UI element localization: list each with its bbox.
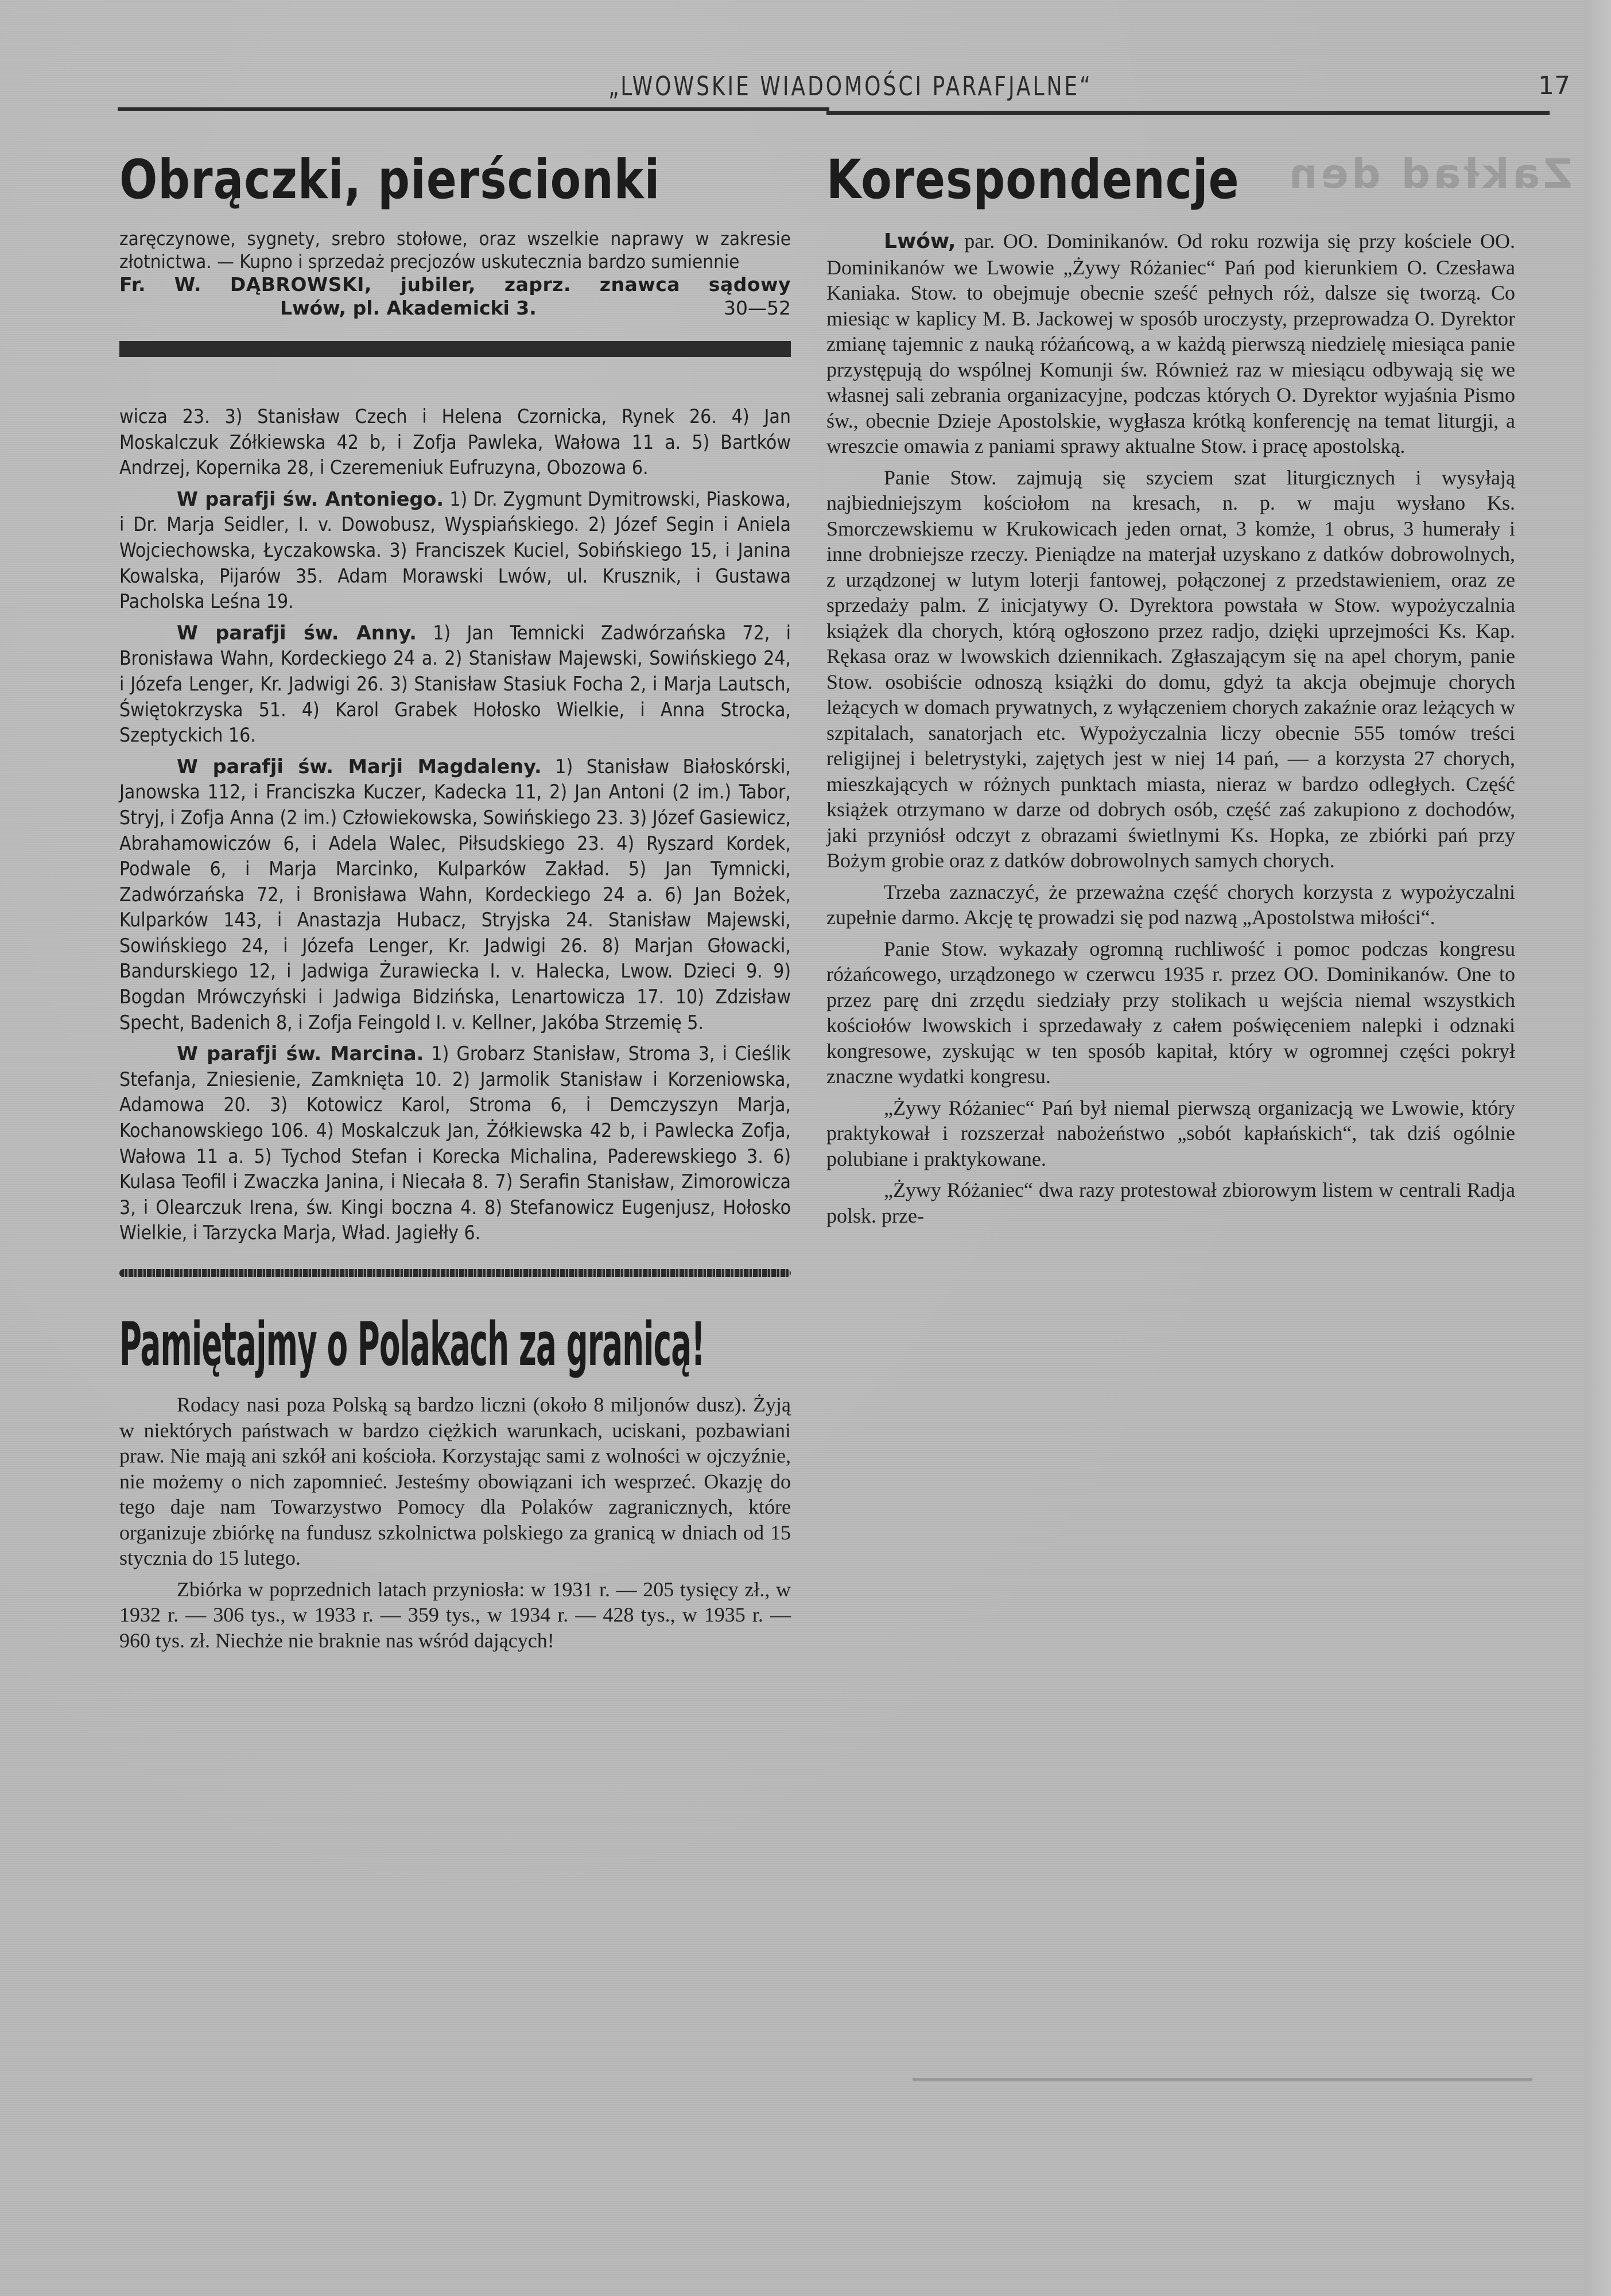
ad-body: zaręczynowe, sygnety, srebro stołowe, oraz wszelkie naprawy w zakresie złotnictwa. — Kupno i sprzedaż precjozów uskutecznia bardzo sumiennie [119, 227, 791, 273]
header-rule [826, 111, 1550, 115]
marriage-announcements [119, 404, 791, 1246]
parish-heading: W parafji św. Anny. [177, 621, 417, 644]
page-edge [1584, 0, 1611, 2296]
bleed-through-text: Zakład den [1286, 150, 1573, 197]
article-paragraph: Zbiórka w poprzednich latach przyniosła: w 1931 r. — 205 tysięcy zł., w 1932 r. — 306 tys., w 1933 r. — 359 tys., w 1934 r. — 428 tys., w 1935 r. — 960 tys. zł. Niechże nie braknie nas wśród dających! [119, 1577, 791, 1652]
right-column [826, 149, 1515, 1228]
ad-title: Obrączki, pierścionki [119, 149, 661, 211]
ad-address-row [119, 296, 791, 320]
announcement-paragraph [119, 754, 791, 1036]
running-header: „LWOWSKIE WIADOMOŚCI PARAFJALNE“ [608, 71, 1093, 102]
article-paragraph: Rodacy nasi poza Polską są bardzo liczni (około 8 miljonów dusz). Żyją w niektórych państwach w bardzo ciężkich warunkach, uciskani, pozbawiani praw. Nie mają ani szkół ani kościoła. Korzystając sami z wolności w ojczyźnie, nie możemy o nich zapomnieć. Jesteśmy obowiązani ich wesprzeć. Okazję do tego daje nam Towarzystwo Pomocy dla Polaków zagranicznych, które organizuje zbiórkę na fundusz szkolnictwa polskiego za granicą w dniach od 15 stycznia do 15 lutego. [119, 1393, 791, 1569]
announcement-paragraph [119, 1041, 791, 1246]
correspondence-paragraph: Panie Stow. zajmują się szyciem szat liturgicznych i wysyłają najbiedniejszym kościołom na kresach, n. p. w maju wysłano Ks. Smorczewskiemu w Krukowicach jeden ornat, 3 komże, 1 obrus, 3 humerały i inne drobniejsze rzeczy. Pieniądze na materjał uzyskano z datków dobrowolnych, z urządzonej w lutym loterji fantowej, połączonej z przedstawieniem, oraz ze sprzedaży palm. Z inicjatywy O. Dyrektora powstała w Stow. wypożyczalnia książek dla chorych, którą ogłoszono przez radjo, dzięki uprzejmości Ks. Kap. Rękasa oraz w lwowskich dziennikach. Zgłaszającym się na apel chorym, panie Stow. osobiście odnoszą książki do domu, gdyż ta akcja obejmuje chorych leżących w domach prywatnych, z wyłączeniem chorych zakaźnie oraz leżących w szpitalach, sanatorjach etc. Wypożyczalnia liczy obecnie 555 tomów treści religijnej i beletrystyki, zajętych jest w niej 14 pań, — a korzysta 27 chorych, mieszkających w różnych punktach miasta, nieraz w bardzo odległych. Część książek otrzymano w darze od dobrych osób, część zaś zakupiono z dochodów, jaki przyniósł odczyt z obrazami świetlnymi Ks. Hopka, ze zbiórki pań przy Bożym grobie oraz z datków dobrowolnych samych chorych. [826, 466, 1515, 872]
correspondence-paragraph: Trzeba zaznaczyć, że przeważna część chorych korzysta z wypożyczalni zupełnie darmo. Akcję tę prowadzi się pod nazwą „Apostolstwa miłości“. [826, 880, 1515, 929]
ad-advertiser: Fr. W. DĄBROWSKI, jubiler, zaprz. znawca sądowy [119, 273, 791, 296]
paragraph-text: 1) Jan Temnicki Zadwórzańska 72, i Bronisława Wahn, Kordeckiego 24 a. 2) Stanisław Majewski, Sowińskiego 24, i Józefa Lenger, Kr. Jadwigi 26. 3) Stanisław Stasiuk Focha 2, i Marja Lautsch, Świętokrzyska 51. 4) Karol Grabek Hołosko Wielkie, i Anna Strocka, Szeptyckich 16. [119, 621, 791, 747]
paragraph-text: par. OO. Dominikanów. Od roku rozwija się przy kościele OO. Dominikanów we Lwowie „Żywy Różaniec“ Pań pod kierunkiem O. Czesława Kaniaka. Stow. to obejmuje obecnie sześć pełnych róż, dalsze się tworzą. Co miesiąc w kaplicy M. B. Jackowej w sposób uroczysty, przeprowadza O. Dyrektor zmianę tajemnic z nauką różańcową, a w każdą pierwszą niedzielę miesiąca panie przystępują do wspólnej Komunji św. Również raz w miesiącu odbywają się we własnej sali zebrania organizacyjne, podczas których O. Dyrektor wyjaśnia Pismo św., obecnie Dzieje Apostolskie, wygłasza krótką konferencję na temat liturgji, a wreszcie omawia z paniami sprawy aktualne Stow. i pracę apostolską. [826, 230, 1515, 457]
left-column [119, 149, 791, 1653]
bleed-through-rule [913, 2078, 1532, 2081]
section-title: Korespondencje [826, 149, 1240, 211]
announcement-paragraph [119, 620, 791, 748]
paragraph-text: 1) Stanisław Białoskórski, Janowska 112, i Franciszka Kuczer, Kadecka 11, 2) Jan Antoni (2 im.) Tabor, Stryj, i Zofja Anna (2 im.) Człowiekowska, Sowińskiego 23. 3) Józef Gasiewicz, Abrahamowiczów 6, i Adela Walec, Piłsudskiego 23. 4) Ryszard Kordek, Podwale 6, i Marja Marcinko, Kulparków Zakład. 5) Jan Tymnicki, Zadwórzańska 72, i Bronisława Wahn, Kordeckiego 24 a. 6) Jan Bożek, Kulparków 143, i Anastazja Hubacz, Stryjska 24. Stanisław Majewski, Sowińskiego 24, i Józefa Lenger, Kr. Jadwigi 26. 8) Marjan Głowacki, Bandurskiego 12, i Jadwiga Żurawiecka I. v. Halecka, Lwow. Dzieci 9. 9) Bogdan Mrówczyński i Jadwiga Bidzińska, Lenartowicza 17. 10) Zdzisław Specht, Badenich 8, i Zofja Feingold I. v. Kellner, Jakóba Strzemię 5. [119, 755, 791, 1034]
paragraph-text: 1) Dr. Zygmunt Dymitrowski, Piaskowa, i Dr. Marja Seidler, I. v. Dowobusz, Wyspiańskiego. 2) Józef Segin i Aniela Wojciechowska, Łyczakowska. 3) Franciszek Kuciel, Sobińskiego 15, i Janina Kowalska, Pijarów 35. Adam Morawski Lwów, ul. Krusznik, i Gustawa Pacholska Leśna 19. [119, 487, 791, 613]
jeweler-advertisement [119, 149, 791, 357]
announcement-paragraph [119, 487, 791, 615]
paragraph-text: wicza 23. 3) Stanisław Czech i Helena Czornicka, Rynek 26. 4) Jan Moskalczuk Zółkiewska 42 b, i Zofja Pawleka, Wałowa 11 a. 5) Bartków Andrzej, Kopernika 28, i Czeremeniuk Eufruzyna, Obozowa 6. [119, 405, 791, 479]
article-poles-abroad [119, 1309, 791, 1653]
ad-address: Lwów, pl. Akademicki 3. [280, 297, 537, 319]
parish-heading: W parafji św. Marcina. [177, 1042, 424, 1065]
parish-heading: W parafji św. Marji Magdaleny. [177, 755, 542, 778]
header-rule [118, 107, 829, 111]
paragraph-text: 1) Grobarz Stanisław, Stroma 3, i Cieślik Stefanja, Zniesienie, Zamknięta 10. 2) Jarmolik Stanisław i Korzeniowska, Adamowa 20. 3) Kotowicz Karol, Stroma 6, i Demczyszyn Marja, Kochanowskiego 106. 4) Moskalczuk Jan, Żółkiewska 42 b, i Pawlecka Zofja, Wałowa 11 a. 5) Tychod Stefan i Korecka Michalina, Paderewskiego 3. 6) Kulasa Teofil i Zwaczka Janina, i Niecała 8. 7) Serafin Stanisław, Zimorowicza 3, i Olearczuk Irena, św. Kingi boczna 4. 8) Stefanowicz Eugenjusz, Hołosko Wielkie, i Tarzycka Marja, Wład. Jagiełły 6. [119, 1042, 791, 1244]
ornamental-divider [119, 1269, 791, 1277]
announcement-paragraph [119, 404, 791, 481]
ad-separator-bar [119, 341, 791, 357]
location-heading: Lwów, [884, 230, 956, 253]
article-body [119, 1392, 791, 1653]
correspondence-paragraph: „Żywy Różaniec“ Pań był niemal pierwszą organizacją we Lwowie, który praktykował i rozszerzał nabożeństwo „sobót kapłańskich“, tak dziś ogólnie polubiane i praktykowane. [826, 1096, 1515, 1170]
ad-code: 30—52 [724, 297, 791, 319]
parish-heading: W parafji św. Antoniego. [177, 487, 444, 510]
correspondence-paragraph [826, 228, 1515, 459]
article-title: Pamiętajmy o Polakach za granicą! [119, 1309, 705, 1379]
correspondence-paragraph: Panie Stow. wykazały ogromną ruchliwość i pomoc podczas kongresu różańcowego, urządzonego w czerwcu 1935 r. przez OO. Dominikanów. One to przez parę dni zrzędu siedziały przy stolikach u wejścia niemal wszystkich kościołów lwowskich i sprzedawały z całem poświęceniem nalepki i odznaki kongresowe, zyskując w ten sposób kapitał, który w ogromnej części pokrył znaczne wydatki kongresu. [826, 937, 1515, 1088]
page-number: 17 [1538, 71, 1570, 100]
correspondence-paragraph: „Żywy Różaniec“ dwa razy protestował zbiorowym listem w centrali Radja polsk. prze- [826, 1178, 1515, 1227]
